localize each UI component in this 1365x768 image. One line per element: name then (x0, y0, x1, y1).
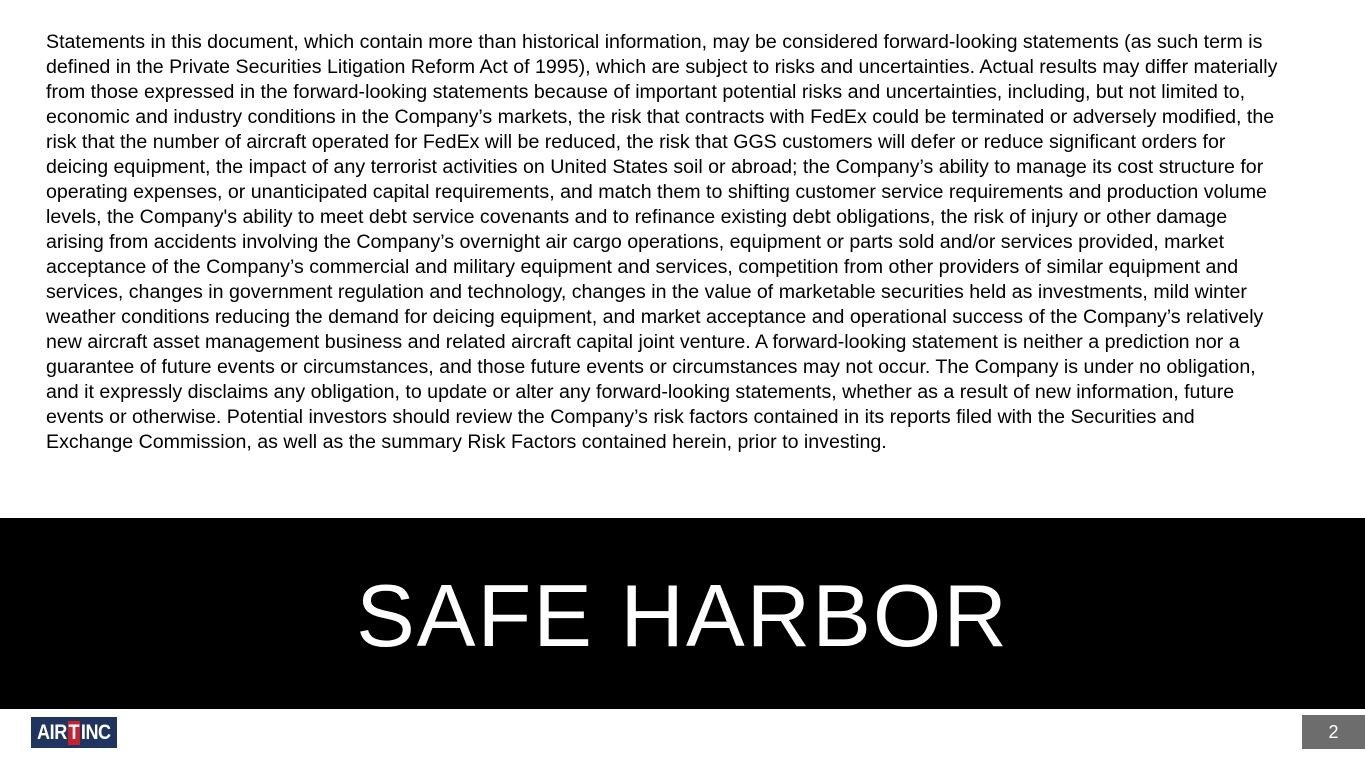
page-number: 2 (1302, 715, 1365, 749)
company-logo (31, 717, 117, 748)
title-band (0, 518, 1365, 709)
slide-title: SAFE HARBOR (356, 565, 1009, 665)
logo-text-air: AIR (37, 720, 67, 744)
logo-wordmark (37, 721, 111, 745)
logo-mark-t: T (68, 720, 80, 744)
logo-text-inc: INC (81, 720, 111, 744)
safe-harbor-statement: Statements in this document, which contain more than historical information, may be considered forward-looking statements (as such term is defined in the Private Securities Litigation Reform Act of 1995), which are subject to risks and uncertainties. Actual results may differ materially from those expressed in the forward-looking statements because of important potential risks and uncertainties, including, but not limited to, economic and industry conditions in the Company’s markets, the risk that contracts with FedEx could be terminated or adversely modified, the risk that the number of aircraft operated for FedEx will be reduced, the risk that GGS customers will defer or reduce significant orders for deicing equipment, the impact of any terrorist activities on United States soil or abroad; the Company’s ability to manage its cost structure for operating expenses, or unanticipated capital requirements, and match them to shifting customer service requirements and production volume levels, the Company's ability to meet debt service covenants and to refinance existing debt obligations, the risk of injury or other damage arising from accidents involving the Company’s overnight air cargo operations, equipment or parts sold and/or services provided, market acceptance of the Company’s commercial and military equipment and services, competition from other providers of similar equipment and services, changes in government regulation and technology, changes in the value of marketable securities held as investments, mild winter weather conditions reducing the demand for deicing equipment, and market acceptance and operational success of the Company’s relatively new aircraft asset management business and related aircraft capital joint venture. A forward-looking statement is neither a prediction nor a guarantee of future events or circumstances, and those future events or circumstances may not occur. The Company is under no obligation, and it expressly disclaims any obligation, to update or alter any forward-looking statements, whether as a result of new information, future events or otherwise. Potential investors should review the Company’s risk factors contained in its reports filed with the Securities and Exchange Commission, as well as the summary Risk Factors contained herein, prior to investing. (46, 31, 1278, 453)
